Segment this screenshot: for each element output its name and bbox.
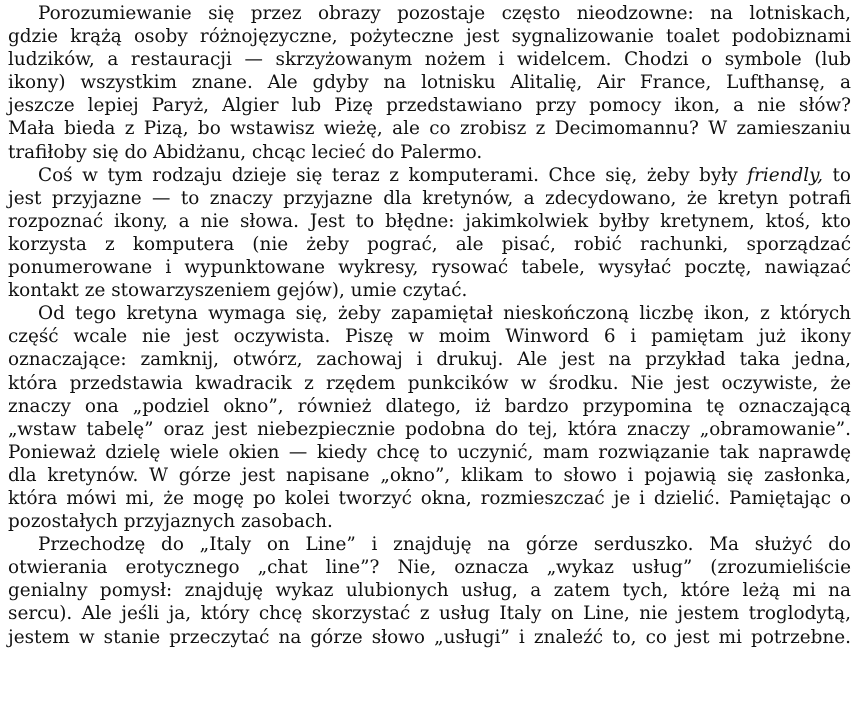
text-line: znaczy ona „podziel okno”, również dlatego, iż bardzo przypomina tę oznaczającą	[8, 395, 851, 417]
paragraph-2	[8, 164, 851, 303]
text-line: która mówi mi, że mogę po kolei tworzyć okna, rozmieszczać je i dzielić. Pamiętając o	[8, 487, 851, 509]
text-segment: to	[822, 164, 852, 186]
text-line: genialny pomysł: znajduję wykaz ulubionych usług, a zatem tych, które leżą mi na	[8, 580, 851, 602]
paragraph-3	[8, 302, 851, 533]
text-line: trafiłoby się do Abidżanu, chcąc lecieć do Palermo.	[8, 141, 483, 163]
text-line: rozpoznać ikony, a nie słowa. Jest to błędne: jakimkolwiek byłby kretynem, ktoś, kto	[8, 210, 851, 232]
text-line: jestem w stanie przeczytać na górze słowo „usługi” i znaleźć to, co jest mi potrzebne.	[8, 626, 851, 648]
text-line: Od tego kretyna wymaga się, żeby zapamiętał nieskończoną liczbę ikon, z których	[38, 303, 851, 325]
text-line: gdzie krążą osoby różnojęzyczne, pożyteczne jest sygnalizowanie toalet podobiznami	[8, 26, 851, 48]
text-line: jest przyjazne — to znaczy przyjazne dla kretynów, a zdecydowano, że kretyn potrafi	[8, 187, 851, 209]
text-line: pozostałych przyjaznych zasobach.	[8, 511, 333, 533]
text-line	[8, 164, 851, 187]
text-line: która przedstawia kwadracik z rzędem punkcików w środku. Nie jest oczywiste, że	[8, 372, 851, 394]
text-line: oznaczające: zamknij, otwórz, zachowaj i drukuj. Ale jest na przykład taka jedna,	[8, 349, 851, 371]
text-line: dla kretynów. W górze jest napisane „okno”, klikam to słowo i pojawią się zasłonka,	[8, 464, 851, 486]
paragraph-1	[8, 2, 851, 164]
text-line: kontakt ze stowarzyszeniem gejów), umie czytać.	[8, 280, 468, 302]
text-segment: Coś w tym rodzaju dzieje się teraz z komputerami. Chce się, żeby były	[38, 164, 748, 186]
text-line: Ponieważ dzielę wiele okien — kiedy chcę to uczynić, mam rozwiązanie tak naprawdę	[8, 441, 851, 463]
text-line: „wstaw tabelę” oraz jest niebezpiecznie podobna do tej, która znaczy „obramowanie”.	[8, 418, 851, 440]
text-line: Mała bieda z Pizą, bo wstawisz wieżę, ale co zrobisz z Decimomannu? W zamieszaniu	[8, 118, 851, 140]
text-line: korzysta z komputera (nie żeby pograć, ale pisać, robić rachunki, sporządzać	[8, 233, 851, 255]
paragraph-4	[8, 533, 851, 648]
text-line: ludzików, a restauracji — skrzyżowanym nożem i widelcem. Chodzi o symbole (lub	[8, 49, 851, 71]
text-line: jeszcze lepiej Paryż, Algier lub Pizę przedstawiano przy pomocy ikon, a nie słów?	[8, 95, 851, 117]
text-line: część wcale nie jest oczywista. Piszę w moim Winword 6 i pamiętam już ikony	[8, 326, 851, 348]
text-line: otwierania erotycznego „chat line”? Nie, oznacza „wykaz usług” (zrozumieliście	[8, 557, 851, 579]
text-line: ikony) wszystkim znane. Ale gdyby na lotnisku Alitalię, Air France, Lufthansę, a	[8, 72, 851, 94]
text-line: ponumerowane i wypunktowane wykresy, rysować tabele, wysyłać pocztę, nawiązać	[8, 257, 851, 279]
document-page	[8, 2, 851, 649]
text-line: sercu). Ale jeśli ja, który chcę skorzystać z usług Italy on Line, nie jestem troglodytą,	[8, 603, 851, 625]
text-line: Porozumiewanie się przez obrazy pozostaje często nieodzowne: na lotniskach,	[38, 3, 851, 24]
text-line: Przechodzę do „Italy on Line” i znajduję na górze serduszko. Ma służyć do	[38, 534, 851, 556]
emphasized-word: friendly,	[747, 164, 823, 186]
